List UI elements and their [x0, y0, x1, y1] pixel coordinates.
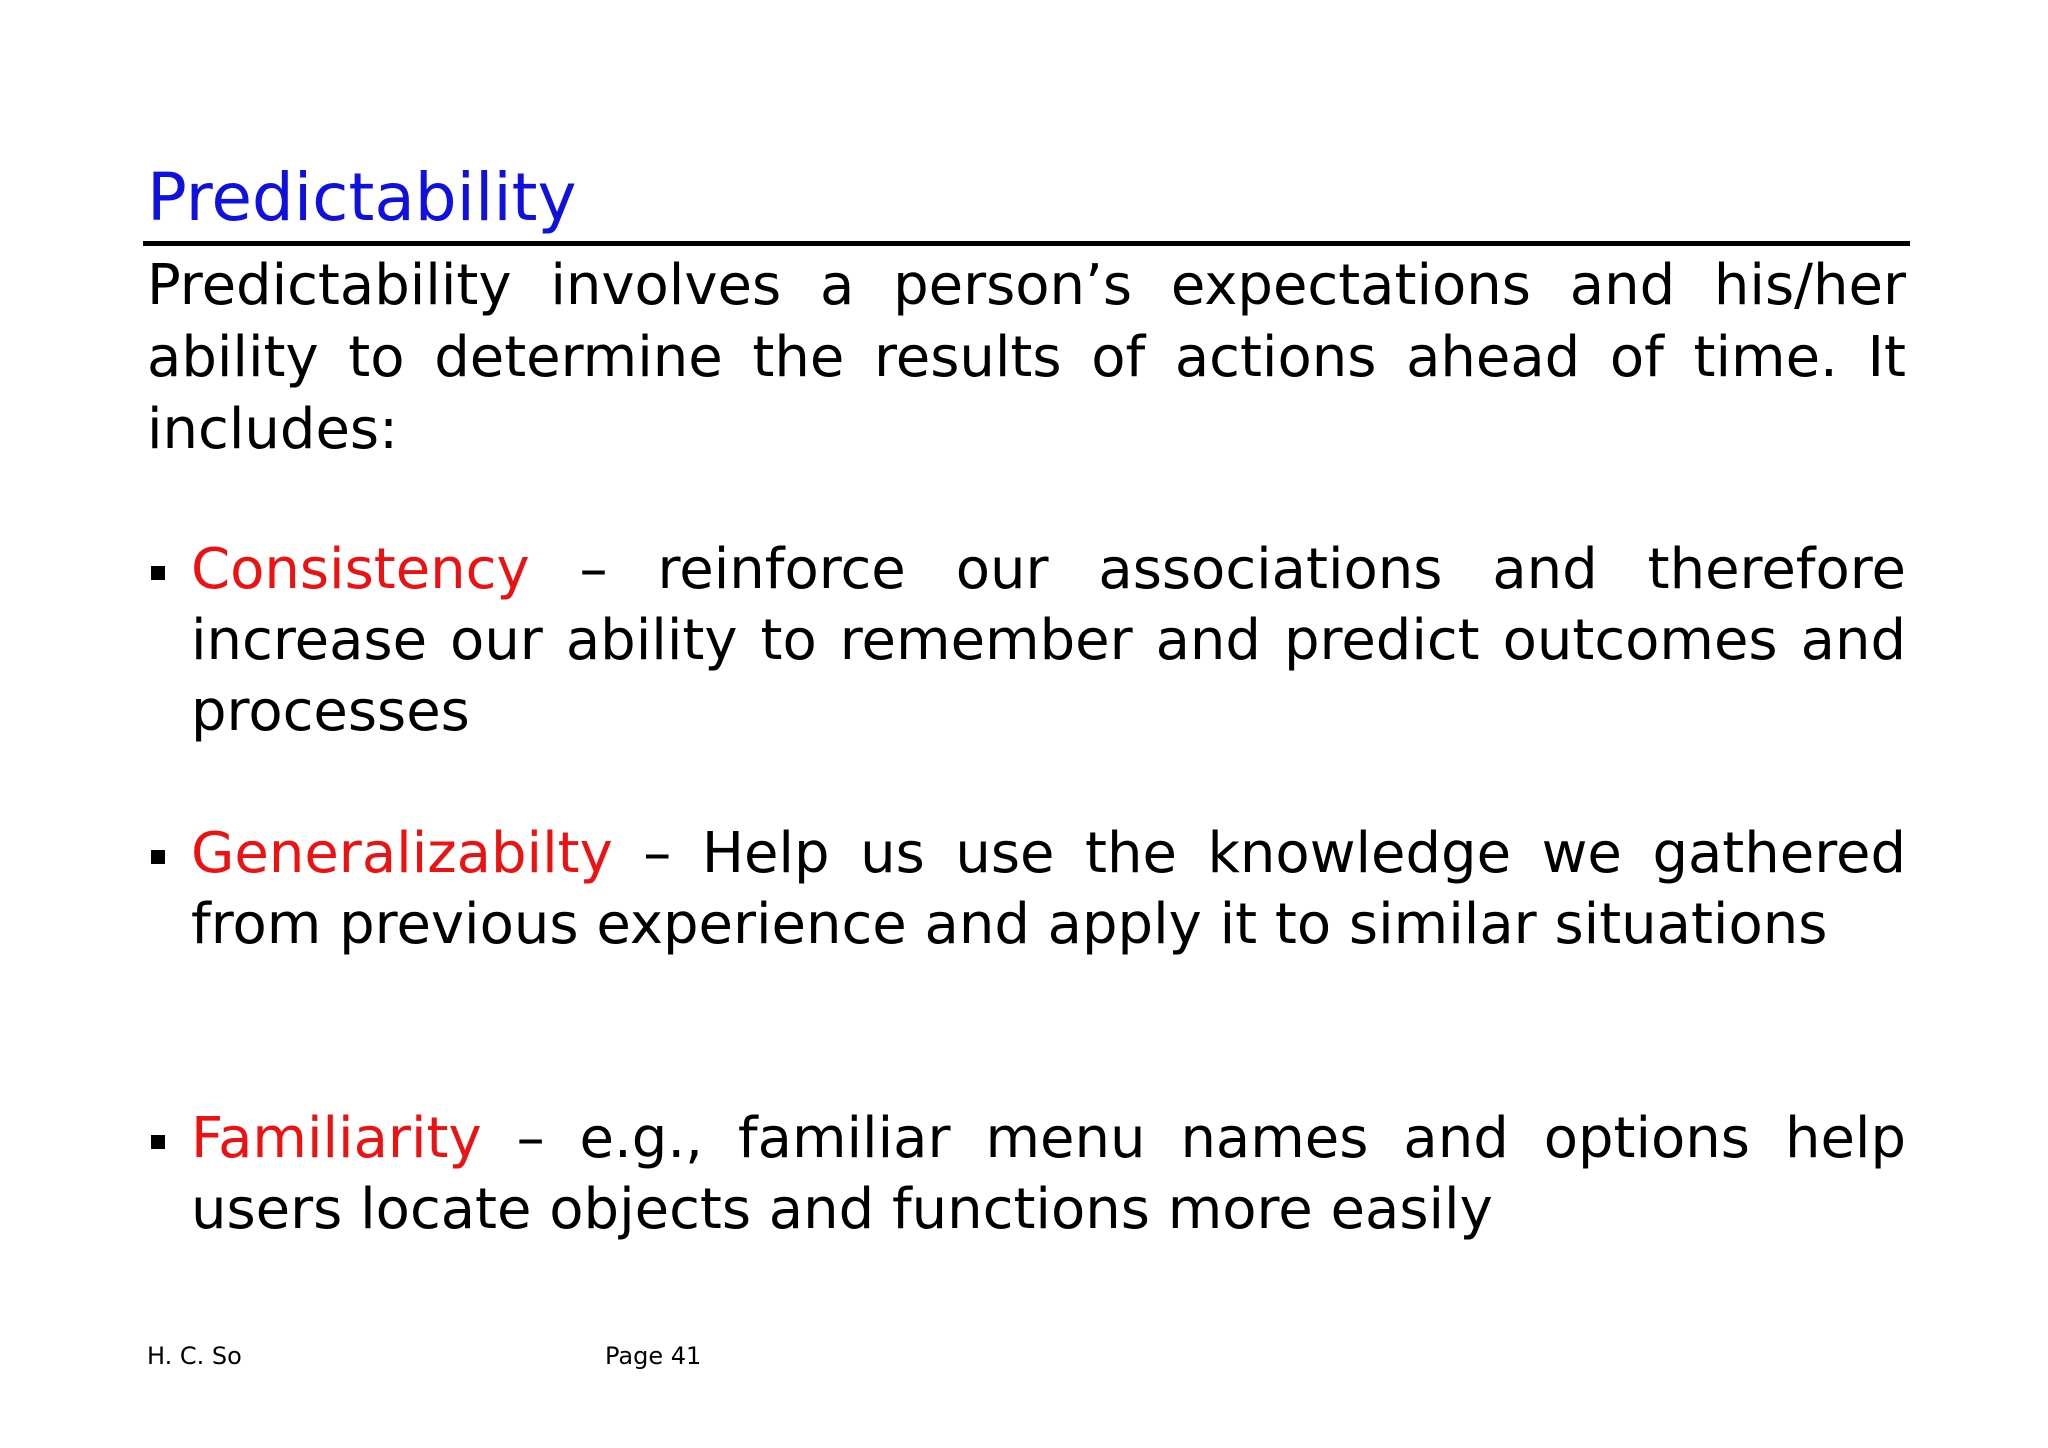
- slide-title: Predictability: [147, 159, 577, 236]
- title-divider: [143, 241, 1910, 246]
- bullet-square-icon: [151, 850, 165, 864]
- bullet-square-icon: [151, 1135, 165, 1149]
- footer-page-number: Page 41: [605, 1342, 702, 1370]
- bullet-term: Consistency: [191, 537, 530, 602]
- bullet-item-familiarity: [147, 1103, 1906, 1245]
- intro-paragraph: Predictability involves a person’s expectations and his/her ability to determine the results of actions ahead of time. It includes:: [147, 253, 1906, 462]
- bullet-text: [191, 818, 1906, 960]
- bullet-term: Generalizabilty: [191, 821, 613, 886]
- bullet-term: Familiarity: [191, 1106, 482, 1171]
- bullet-description: – e.g., familiar menu names and options help users locate objects and functions more easily: [191, 1106, 1906, 1242]
- footer-author: H. C. So: [147, 1342, 242, 1370]
- bullet-text: [191, 1103, 1906, 1245]
- bullet-item-generalizability: [147, 818, 1906, 960]
- bullet-text: [191, 534, 1906, 747]
- bullet-item-consistency: [147, 534, 1906, 747]
- bullet-description: – reinforce our associations and therefore increase our ability to remember and predict outcomes and processes: [191, 537, 1906, 744]
- bullet-square-icon: [151, 566, 165, 580]
- bullet-description: – Help us use the knowledge we gathered from previous experience and apply it to similar situations: [191, 821, 1906, 957]
